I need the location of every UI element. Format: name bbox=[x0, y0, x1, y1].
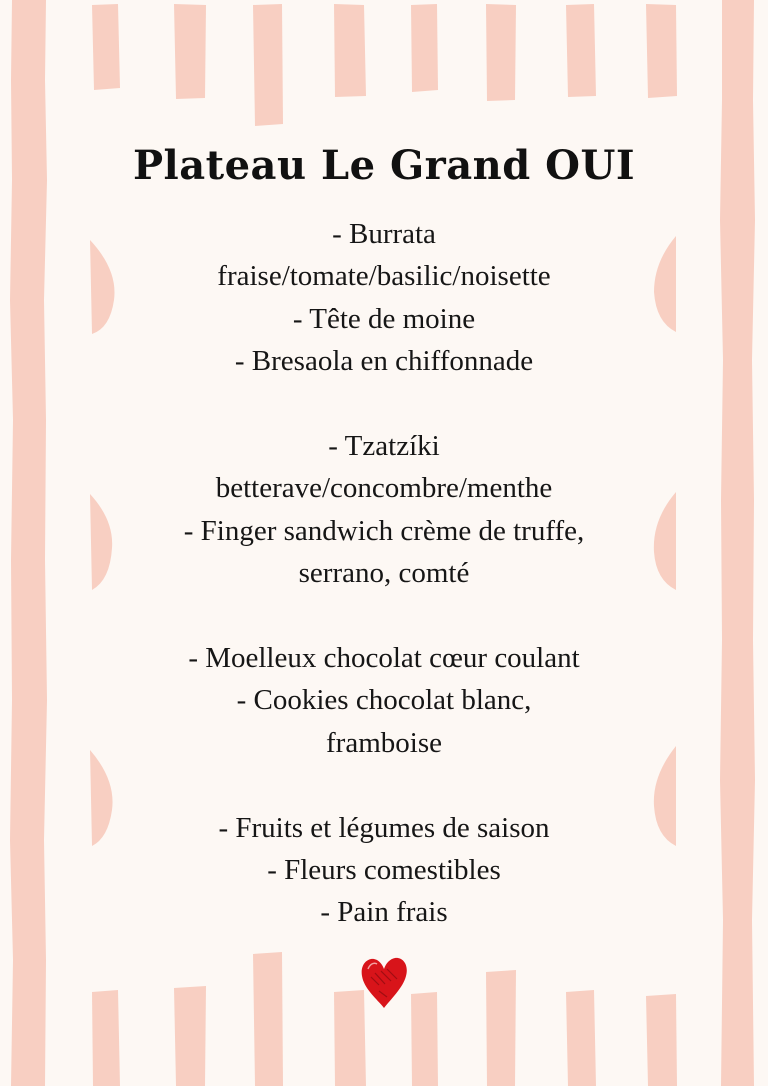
menu-line: - Cookies chocolat blanc, bbox=[236, 684, 532, 717]
menu-line: - Tête de moine bbox=[292, 302, 476, 335]
menu-line: - Fleurs comestibles bbox=[267, 854, 501, 887]
menu-line: serrano, comté bbox=[298, 557, 470, 590]
group-spacer bbox=[110, 595, 658, 637]
group-spacer bbox=[110, 764, 658, 806]
group-spacer bbox=[110, 383, 658, 425]
menu-line: - Pain frais bbox=[320, 896, 448, 929]
menu-line: - Burrata bbox=[332, 218, 436, 250]
menu-line: - Tzatzíki bbox=[328, 430, 440, 463]
menu-items bbox=[110, 213, 658, 934]
menu-line: - Finger sandwich crème de truffe, bbox=[183, 514, 585, 547]
menu-line: betterave/concombre/menthe bbox=[215, 472, 553, 505]
menu-line: - Moelleux chocolat cœur coulant bbox=[188, 642, 580, 675]
menu-line: fraise/tomate/basilic/noisette bbox=[217, 260, 551, 293]
menu-title: Plateau Le Grand OUI bbox=[132, 142, 636, 189]
menu-line: framboise bbox=[326, 726, 442, 759]
menu-line: - Fruits et légumes de saison bbox=[218, 811, 550, 844]
heart-icon bbox=[359, 955, 409, 1011]
menu-line: - Bresaola en chiffonnade bbox=[234, 345, 534, 378]
